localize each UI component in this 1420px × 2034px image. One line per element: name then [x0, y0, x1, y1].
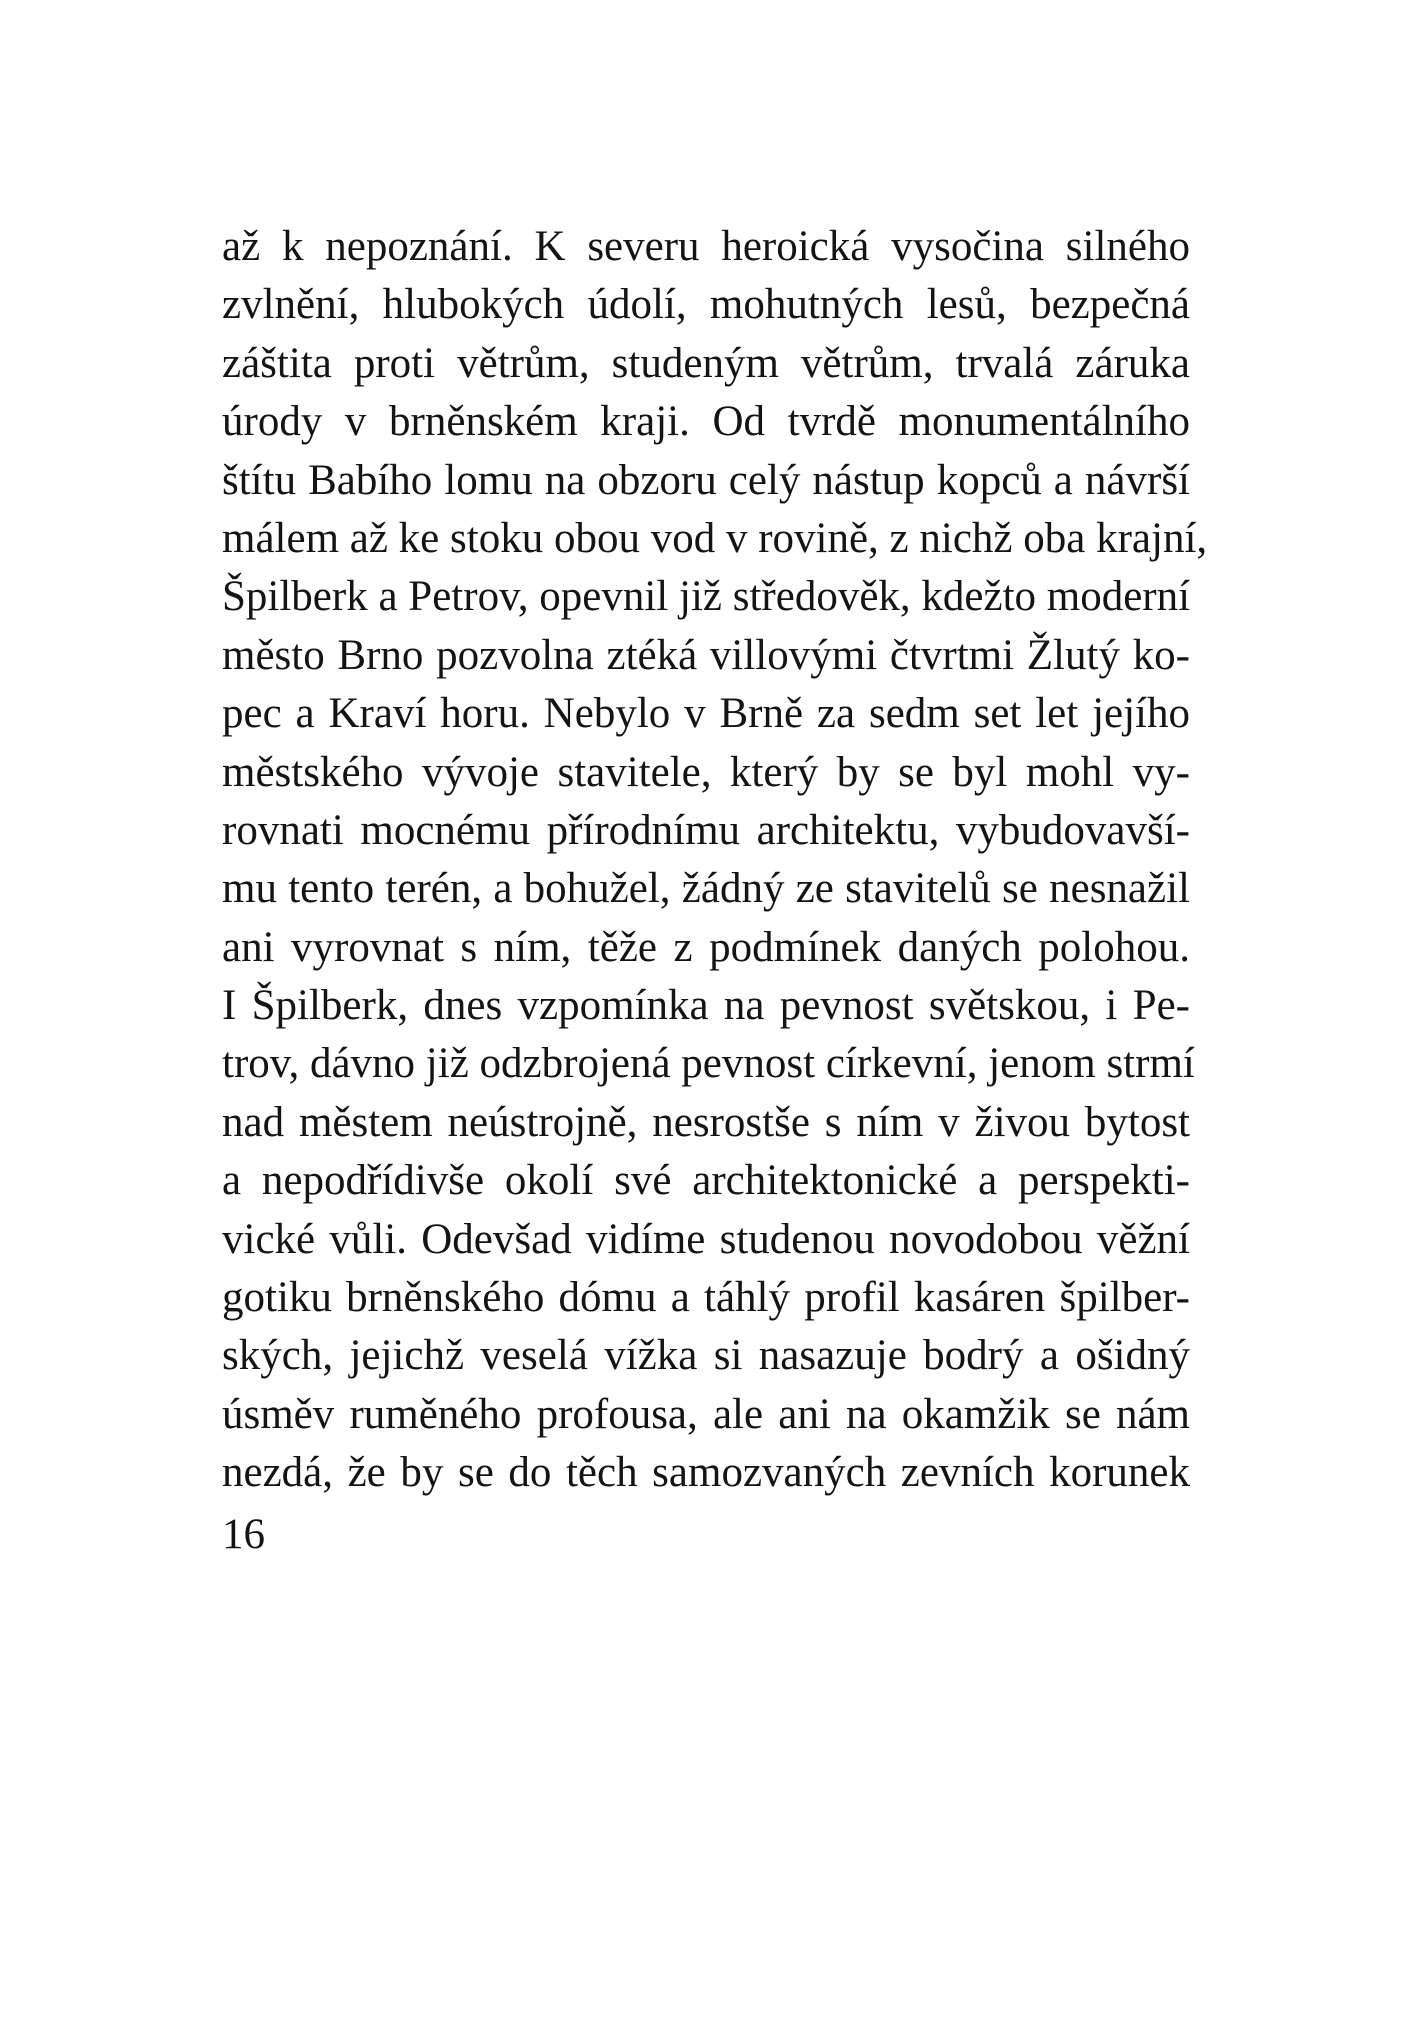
page-number: 16 [222, 1511, 265, 1558]
text-line: mu tento terén, a bohužel, žádný ze stavitelů se nesnažil [222, 865, 1190, 913]
text-line: městského vývoje stavitele, který by se byl mohl vy- [222, 748, 1190, 796]
text-line: úrody v brněnském kraji. Od tvrdě monumentálního [222, 398, 1190, 446]
text-line: ani vyrovnat s ním, těže z podmínek daných polohou. [222, 923, 1190, 971]
text-line: gotiku brněnského dómu a táhlý profil kasáren špilber- [222, 1274, 1190, 1322]
text-line: ských, jejichž veselá vížka si nasazuje bodrý a ošidný [222, 1332, 1190, 1380]
text-line: pec a Kraví horu. Nebylo v Brně za sedm set let jejího [222, 690, 1190, 738]
text-line: nezdá, že by se do těch samozvaných zevních korunek [222, 1449, 1190, 1497]
text-line: nad městem neústrojně, nesrostše s ním v živou bytost [222, 1098, 1190, 1146]
text-line: I Špilberk, dnes vzpomínka na pevnost světskou, i Pe- [222, 982, 1190, 1030]
text-line: město Brno pozvolna ztéká villovými čtvrtmi Žlutý ko- [222, 631, 1190, 679]
text-line: štítu Babího lomu na obzoru celý nástup kopců a návrší [222, 456, 1190, 504]
text-line: úsměv ruměného profousa, ale ani na okamžik se nám [222, 1390, 1190, 1438]
text-line: Špilberk a Petrov, opevnil již středověk, kdežto moderní [222, 573, 1191, 621]
text-line: až k nepoznání. K severu heroická vysočina silného [222, 223, 1190, 270]
text-line: a nepodřídivše okolí své architektonické a perspekti- [222, 1157, 1190, 1205]
text-line: záštita proti větrům, studeným větrům, trvalá záruka [222, 339, 1190, 387]
text-line: rovnati mocnému přírodnímu architektu, vybudovavší- [222, 806, 1190, 854]
text-line: trov, dávno již odzbrojená pevnost církevní, jenom strmí [222, 1040, 1195, 1088]
text-line: zvlnění, hlubokých údolí, mohutných lesů, bezpečná [222, 281, 1190, 329]
text-line: málem až ke stoku obou vod v rovině, z nichž oba krajní, [222, 514, 1208, 562]
text-line: vické vůli. Odevšad vidíme studenou novodobou věžní [222, 1215, 1190, 1263]
body-text [222, 218, 1208, 1503]
